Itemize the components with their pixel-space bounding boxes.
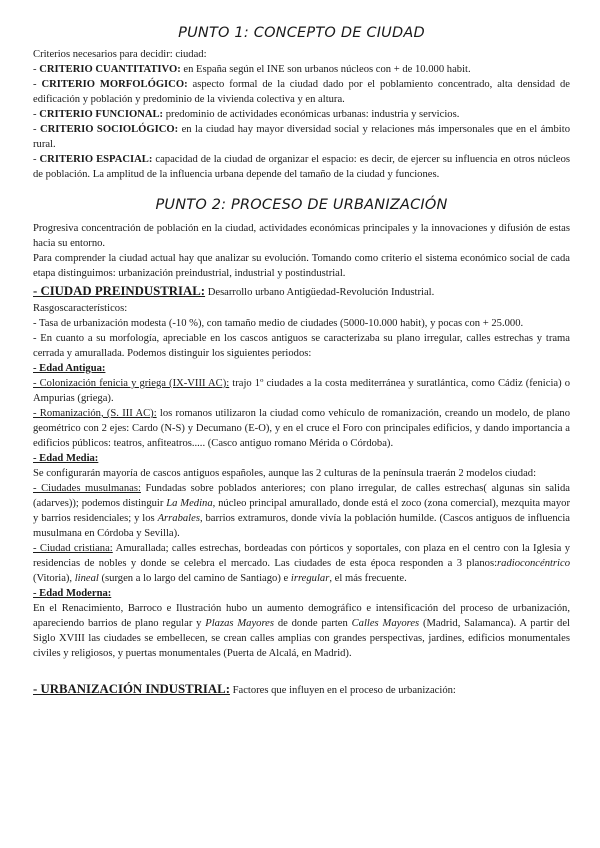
lineal-term: lineal: [74, 573, 99, 584]
cristiana-text: , el más frecuente.: [329, 573, 407, 584]
criterio-text: capacidad de la ciudad de organizar el espacio: es decir, de ejercer su influencia en otros núcleos de población. La amplitud de la influencia urbana depende del tamaño de la ciudad y funciones.: [33, 154, 570, 180]
tasa-paragraph: - Tasa de urbanización modesta (-10 %), con tamaño medio de ciudades (5000-10.000 habit), y pocas con + 25.000.: [33, 318, 524, 329]
criterio-text: aspecto formal de la ciudad dado por el poblamiento concentrado, alta densidad de edificación y población y predominio de la vivienda colectiva y en altura.: [33, 79, 570, 105]
colonizacion-paragraph: [33, 376, 570, 406]
musulmanas-paragraph: [33, 481, 570, 541]
criterio-text: en la ciudad hay mayor diversidad social y relaciones más impersonales que en el ámbito rural.: [33, 124, 570, 150]
edad-media-intro: Se configurarán mayoría de cascos antiguos españoles, aunque las 2 culturas de la península traerán 2 modelos ciudad:: [33, 468, 537, 479]
punto1-intro: Criterios necesarios para decidir: ciudad:: [33, 49, 207, 60]
criterio-name: CRITERIO CUANTITATIVO:: [39, 64, 181, 75]
industrial-heading: [33, 681, 570, 699]
cristiana-text: Amurallada; calles estrechas, bordeadas con pórticos y soportales, con plaza en el centro con la Iglesia y residencias de nobles y donde se celebra el mercado. Las ciudades de esta época responden a 3 planos:: [33, 543, 570, 569]
punto2-intro-2: Para comprender la ciudad actual hay que analizar su evolución. Tomando como criterio el sistema económico social de cada etapa distinguimos: urbanización preindustrial, industrial y postindustrial.: [33, 253, 570, 279]
criterio-sociologico: - CRITERIO SOCIOLÓGICO: en la ciudad hay mayor diversidad social y relaciones más impersonales que en el ámbito rural.: [33, 124, 570, 150]
musulmanas-text: , núcleo principal amurallado, donde está el zoco (zona comercial), mezquita mayor y barrios residenciales; y los: [33, 498, 571, 524]
cristiana-text: (surgen a lo largo del camino de Santiago) e: [98, 573, 291, 584]
musulmanas-text: Fundadas sobre poblados anteriores; con plano irregular, de calles estrechas( algunas sin salida (adarves)); podemos distinguir: [33, 483, 570, 509]
criterio-morfologico: - CRITERIO MORFOLÓGICO: aspecto formal de la ciudad dado por el poblamiento concentrado, alta densidad de edificación y población y predominio de la vivienda colectiva y en altura.: [33, 79, 570, 105]
arrabales-term: Arrabales: [157, 513, 200, 524]
preindustrial-heading-rest: Desarrollo urbano Antigüedad-Revolución Industrial.: [205, 287, 435, 298]
moderna-text: de donde parten: [274, 618, 352, 629]
calles-mayores-term: Calles Mayores: [351, 618, 420, 629]
edad-media-heading: - Edad Media:: [33, 453, 99, 464]
criterio-espacial: - CRITERIO ESPACIAL: capacidad de la ciudad de organizar el espacio: es decir, de ejercer su influencia en otros núcleos de población. La amplitud de la influencia urbana depende del tamaño de la ciudad y funciones.: [33, 154, 570, 180]
criterio-funcional: - CRITERIO FUNCIONAL: predominio de actividades económicas urbanas: industria y servicios.: [33, 109, 460, 120]
industrial-heading-rest: Factores que influyen en el proceso de urbanización:: [229, 685, 456, 696]
criterio-name: CRITERIO SOCIOLÓGICO:: [39, 124, 179, 135]
criterio-name: CRITERIO MORFOLÓGICO:: [41, 79, 188, 90]
criterio-name: CRITERIO ESPACIAL:: [39, 154, 153, 165]
cristiana-label: - Ciudad cristiana:: [33, 543, 113, 554]
punto1-title: PUNTO 1: CONCEPTO DE CIUDAD: [178, 25, 425, 41]
edad-antigua-heading: - Edad Antigua:: [33, 363, 106, 374]
moderna-text: (Madrid, Salamanca). A partir del Siglo XVIII las ciudades se embellecen, se crean calles amplias con grandes perspectivas, jardines, edificios monumentales civiles y religiosos, y puertas monumentales (Puerta de Alcalá, en Madrid).: [33, 618, 570, 659]
irregular-term: irregular: [290, 573, 330, 584]
cristiana-text: (Vitoria),: [33, 573, 75, 584]
morfologia-paragraph: - En cuanto a su morfología, apreciable en los cascos antiguos se caracterizaba su plano irregular, calles estrechas y trama cerrada y amurallada. Podemos distinguir los siguientes periodos:: [33, 333, 570, 359]
moderna-text: En el Renacimiento, Barroco e Ilustración hubo un aumento demográfico e intensificación del proceso de urbanización, apareciendo barrios de plano regular y: [33, 603, 570, 629]
rasgos-label: Rasgoscaracterísticos:: [33, 303, 128, 314]
plazas-mayores-term: Plazas Mayores: [205, 618, 275, 629]
radioconcentrico-term: radioconcéntrico: [497, 558, 570, 569]
colonizacion-label: - Colonización fenicia y griega (IX-VIII AC):: [33, 378, 230, 389]
preindustrial-heading: [33, 283, 570, 301]
criterio-text: predominio de actividades económicas urbanas: industria y servicios.: [163, 109, 460, 120]
criterio-name: CRITERIO FUNCIONAL:: [39, 109, 164, 120]
edad-moderna-heading: - Edad Moderna:: [33, 588, 112, 599]
colonizacion-text: trajo 1º ciudades a la costa mediterránea y suratlántica, como Cádiz (fenicia) o Ampurias (griega).: [33, 378, 570, 404]
cristiana-paragraph: [33, 541, 570, 586]
medina-term: La Medina: [166, 498, 213, 509]
criterio-cuantitativo: - CRITERIO CUANTITATIVO: en España según el INE son urbanos núcleos con + de 10.000 habit.: [33, 64, 471, 75]
romanizacion-label: - Romanización, (S. III AC):: [33, 408, 157, 419]
edad-moderna-paragraph: [33, 601, 570, 661]
industrial-heading-label: - URBANIZACIÓN INDUSTRIAL:: [33, 682, 230, 696]
musulmanas-text: , barrios extramuros, donde vivía la población humilde. (Cascos antiguos de influencia musulmana en Córdoba y Sevilla).: [33, 513, 570, 539]
criterio-text: en España según el INE son urbanos núcleos con + de 10.000 habit.: [180, 64, 471, 75]
romanizacion-text: los romanos utilizaron la ciudad como vehículo de romanización, creando un modelo, de plano geométrico con 2 ejes: Cardo (N-S) y Decumano (E-O), y en el cruce el Foro con principales edificios, y dando importancia a edificios públicos: teatros, anfiteatros..... (Casco antiguo romano Mérida o Córdoba).: [33, 408, 570, 449]
musulmanas-label: - Ciudades musulmanas:: [33, 483, 141, 494]
punto2-title: PUNTO 2: PROCESO DE URBANIZACIÓN: [155, 197, 448, 213]
preindustrial-heading-label: - CIUDAD PREINDUSTRIAL:: [33, 284, 206, 298]
romanizacion-paragraph: [33, 406, 570, 451]
punto2-intro-1: Progresiva concentración de población en la ciudad, actividades económicas principales y la innovaciones y difusión de estas hacia su entorno.: [33, 223, 570, 249]
